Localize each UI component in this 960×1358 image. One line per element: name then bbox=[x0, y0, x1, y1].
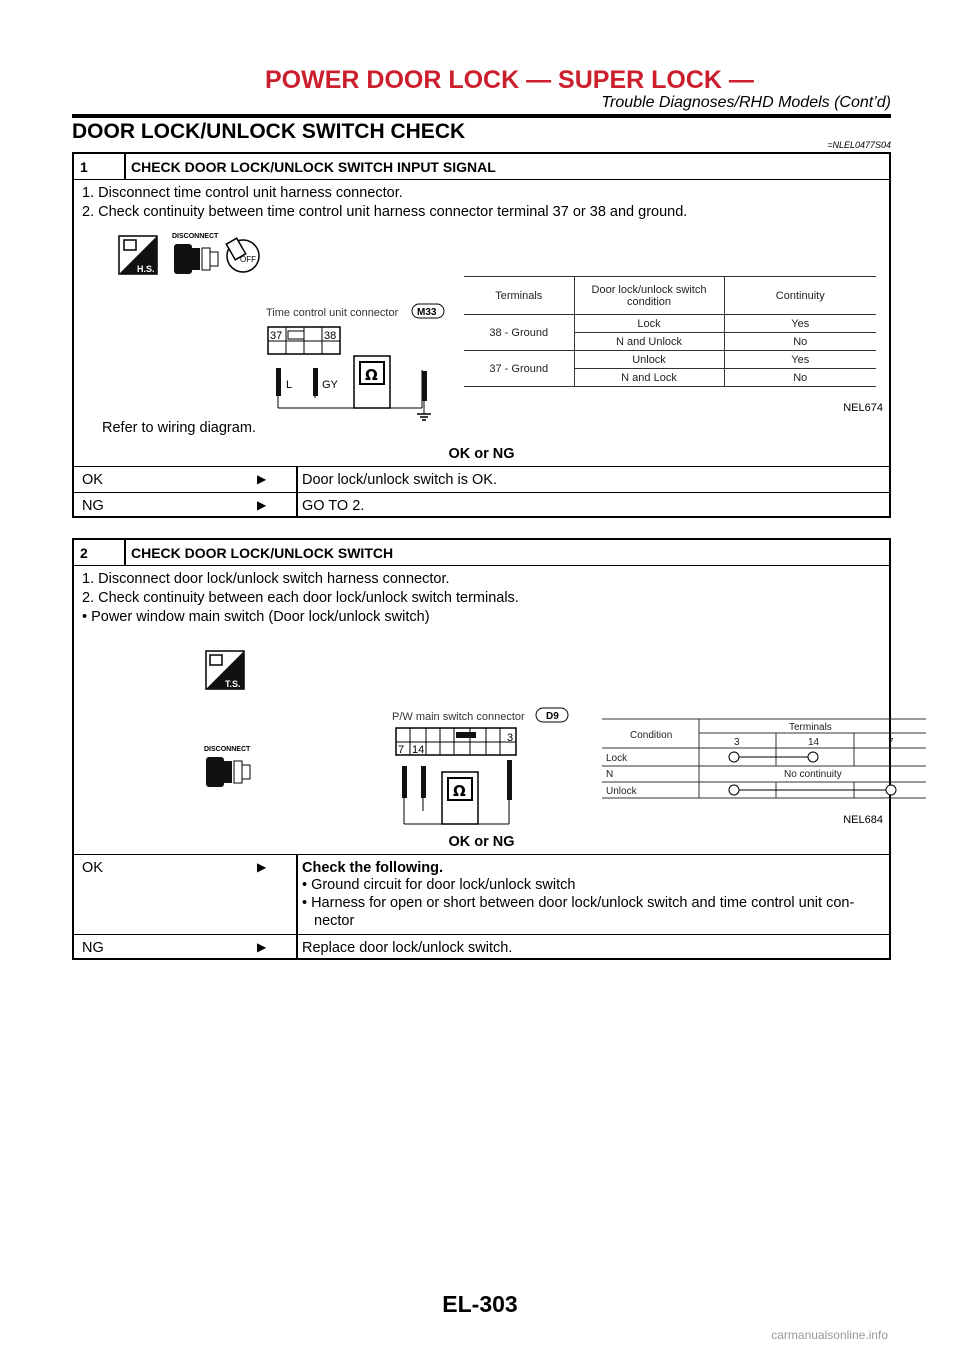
ignition-off-icon bbox=[226, 238, 259, 272]
header-rule bbox=[72, 114, 891, 118]
connector-id-m33: M33 bbox=[417, 307, 437, 318]
pin-14: 14 bbox=[412, 744, 425, 756]
table-header-continuity: Continuity bbox=[724, 277, 876, 315]
step2-number: 2 bbox=[80, 545, 88, 561]
ohmmeter-icon bbox=[354, 356, 390, 408]
step1-result-ok bbox=[74, 466, 889, 492]
connector-d9 bbox=[396, 728, 516, 756]
step1-continuity-table bbox=[464, 276, 876, 387]
connector-label-m33: Time control unit connector bbox=[266, 307, 399, 319]
result-text-ng: Replace door lock/unlock switch. bbox=[302, 940, 513, 956]
step2-line-2: 2. Check continuity between each door lock/unlock switch terminals. bbox=[82, 590, 519, 606]
result-ok-bullet-1: • Ground circuit for door lock/unlock switch bbox=[302, 877, 575, 893]
table-cell: 38 - Ground bbox=[464, 315, 574, 351]
step1-header bbox=[74, 154, 889, 180]
figure-code-nel674: NEL674 bbox=[843, 402, 883, 414]
no-continuity-label: No continuity bbox=[784, 769, 842, 780]
result-ok-continuation: nector bbox=[314, 913, 355, 929]
table-cell: Unlock bbox=[574, 351, 724, 369]
table-cell: N and Unlock bbox=[574, 333, 724, 351]
condition-lock: Lock bbox=[606, 753, 628, 764]
pin-3: 3 bbox=[507, 732, 514, 744]
disconnect-icon bbox=[172, 233, 219, 274]
term-col-7: 7 bbox=[888, 737, 894, 748]
section-title: DOOR LOCK/UNLOCK SWITCH CHECK bbox=[72, 120, 466, 143]
step1-line-2: 2. Check continuity between time control unit harness connector terminal 37 or 38 and ground. bbox=[82, 204, 688, 220]
ohmmeter-icon bbox=[442, 772, 478, 824]
step1-ok-ng: OK or NG bbox=[448, 446, 515, 462]
figure-code-nel684: NEL684 bbox=[843, 814, 883, 826]
arrow-right-icon: ▶ bbox=[257, 860, 267, 874]
result-text-ng: GO TO 2. bbox=[302, 498, 365, 514]
result-label-ng: NG bbox=[82, 940, 104, 956]
step2-header bbox=[74, 540, 889, 566]
result-ok-bullet-2: • Harness for open or short between door lock/unlock switch and time control unit con- bbox=[302, 895, 854, 911]
page-header-subtitle: Trouble Diagnoses/RHD Models (Cont’d) bbox=[601, 94, 891, 111]
table-cell: No bbox=[724, 369, 876, 387]
ts-label: T.S. bbox=[225, 679, 241, 689]
step2-result-ng bbox=[74, 934, 889, 960]
pin-7: 7 bbox=[398, 744, 405, 756]
ohm-symbol: Ω bbox=[365, 366, 378, 384]
ts-icon bbox=[206, 651, 244, 689]
step1-line-1: 1. Disconnect time control unit harness connector. bbox=[82, 185, 403, 201]
result-label-ok: OK bbox=[82, 860, 103, 876]
ground-icon bbox=[417, 414, 431, 420]
step2-title: CHECK DOOR LOCK/UNLOCK SWITCH bbox=[131, 545, 394, 561]
table-cell: No bbox=[724, 333, 876, 351]
step1-note: Refer to wiring diagram. bbox=[102, 420, 256, 436]
step1-box bbox=[72, 152, 891, 518]
result-label-ng: NG bbox=[82, 498, 104, 514]
step2-figure bbox=[194, 646, 894, 836]
table-cell: Yes bbox=[724, 315, 876, 333]
hs-icon bbox=[119, 236, 157, 274]
result-text-ok: Door lock/unlock switch is OK. bbox=[302, 472, 498, 488]
disconnect-label: DISCONNECT bbox=[204, 746, 251, 753]
wire-gy: GY bbox=[322, 379, 338, 391]
result-ok-title: Check the following. bbox=[302, 860, 443, 876]
term-col-3: 3 bbox=[734, 737, 740, 748]
ohm-symbol: Ω bbox=[453, 782, 466, 800]
step2-box bbox=[72, 538, 894, 960]
condition-n: N bbox=[606, 769, 614, 780]
watermark: carmanualsonline.info bbox=[771, 1328, 888, 1342]
arrow-right-icon: ▶ bbox=[257, 940, 267, 954]
step2-body bbox=[74, 566, 894, 960]
step2-line-1: 1. Disconnect door lock/unlock switch harness connector. bbox=[82, 571, 450, 587]
step2-bullet: • Power window main switch (Door lock/unlock switch) bbox=[82, 609, 430, 625]
step2-ok-ng: OK or NG bbox=[448, 834, 515, 850]
page-number: EL-303 bbox=[442, 1291, 518, 1317]
connector-id-d9: D9 bbox=[546, 711, 559, 722]
condition-unlock: Unlock bbox=[606, 786, 637, 797]
pin-37: 37 bbox=[270, 330, 283, 342]
step1-title: CHECK DOOR LOCK/UNLOCK SWITCH INPUT SIGNAL bbox=[131, 159, 496, 175]
term-col-14: 14 bbox=[808, 737, 820, 748]
pin-38: 38 bbox=[324, 330, 337, 342]
step1-number: 1 bbox=[80, 159, 88, 175]
arrow-right-icon: ▶ bbox=[257, 472, 267, 486]
arrow-right-icon: ▶ bbox=[257, 498, 267, 512]
table-cell: 37 - Ground bbox=[464, 351, 574, 387]
wire-l: L bbox=[286, 379, 293, 391]
hs-label: H.S. bbox=[137, 264, 155, 274]
table-header-terminals: Terminals bbox=[464, 277, 574, 315]
table-cell: N and Lock bbox=[574, 369, 724, 387]
page-header-title: POWER DOOR LOCK — SUPER LOCK — bbox=[265, 66, 754, 94]
step1-result-ng bbox=[74, 492, 889, 518]
table-header-condition: Door lock/unlock switch condition bbox=[574, 277, 724, 315]
off-label: OFF bbox=[240, 255, 256, 264]
section-code: =NLEL0477S04 bbox=[827, 140, 891, 150]
connector-m33 bbox=[268, 327, 340, 354]
step2-result-ok bbox=[74, 854, 889, 934]
disconnect-icon bbox=[204, 746, 251, 787]
col-condition: Condition bbox=[630, 730, 673, 741]
table-cell: Lock bbox=[574, 315, 724, 333]
disconnect-label: DISCONNECT bbox=[172, 233, 219, 240]
connector-label-d9: P/W main switch connector bbox=[392, 711, 525, 723]
step2-continuity-table bbox=[602, 719, 926, 798]
step1-body bbox=[74, 180, 889, 518]
col-terminals: Terminals bbox=[789, 722, 832, 733]
table-cell: Yes bbox=[724, 351, 876, 369]
result-label-ok: OK bbox=[82, 472, 103, 488]
